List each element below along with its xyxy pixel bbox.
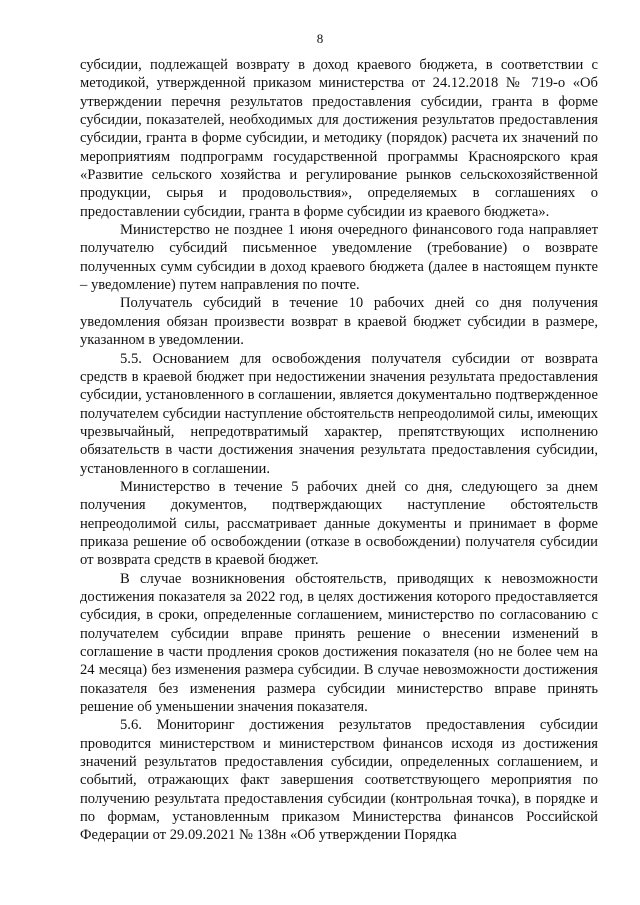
paragraph-ministry-decision: Министерство в течение 5 рабочих дней со дня, следующего за днем получения документов, подтверждающих наступление обстоятельств непреодолимой силы, рассматривает данные документы и принимает в форме приказа решение об освобождении (отказе в освобождении) получателя субсидии от возврата средств в краевой бюджет. [80, 478, 598, 569]
paragraph-section-5-5: 5.5. Основанием для освобождения получателя субсидии от возврата средств в краевой бюджет при недостижении значения результата предоставления субсидии, установленного в соглашении, является документально подтвержденное получателем субсидии наступление обстоятельств непреодолимой силы, имеющих чрезвычайный, непредотвратимый характер, препятствующих исполнению обязательств в части достижения значения результата предоставления субсидии, установленного в соглашении. [80, 350, 598, 477]
paragraph-ministry-notification: Министерство не позднее 1 июня очередного финансового года направляет получателю субсидий письменное уведомление (требование) о возврате полученных сумм субсидии в доход краевого бюджета (далее в настоящем пункте – уведомление) путем направления по почте. [80, 222, 598, 294]
paragraph-recipient-return: Получатель субсидий в течение 10 рабочих дней со дня получения уведомления обязан произвести возврат в краевой бюджет субсидии в размере, указанном в уведомлении. [80, 295, 598, 349]
paragraph-force-majeure-indicator: В случае возникновения обстоятельств, приводящих к невозможности достижения показателя за 2022 год, в целях достижения которого предоставляется субсидия, в сроки, определенные соглашением, министерство по согласованию с получателем субсидии вправе принять решение о внесении изменений в соглашение в части продления сроков достижения показателя (но не более чем на 24 месяца) без изменения размера субсидии. В случае невозможности достижения показателя без изменения размера субсидии министерство вправе принять решение об уменьшении значения показателя. [80, 570, 598, 716]
paragraph-subsidy-return-methodology: субсидии, подлежащей возврату в доход краевого бюджета, в соответствии с методикой, утвержденной приказом министерства от 24.12.2018 № 719-о «Об утверждении перечня результатов предоставления субсидии, гранта в форме субсидии, показателей, необходимых для достижения результатов предоставления субсидии, гранта в форме субсидии, и методику (порядок) расчета их значений по мероприятиям подпрограмм государственной программы Красноярского края «Развитие сельского хозяйства и регулирование рынков сельскохозяйственной продукции, сырья и продовольствия», определяемых в соглашениях о предоставлении субсидии, гранта в форме субсидии из краевого бюджета». [80, 57, 598, 220]
page-number: 8 [316, 31, 324, 46]
paragraph-section-5-6: 5.6. Мониторинг достижения результатов предоставления субсидии проводится министерством и министерством финансов исходя из достижения значений результатов предоставления субсидии, определенных соглашением, и событий, отражающих факт завершения соответствующего мероприятия по получению результата предоставления субсидии (контрольная точка), в порядке и по формам, установленным приказом Министерства финансов Российской Федерации от 29.09.2021 № 138н «Об утверждении Порядка [80, 717, 598, 844]
document-body [80, 56, 598, 845]
